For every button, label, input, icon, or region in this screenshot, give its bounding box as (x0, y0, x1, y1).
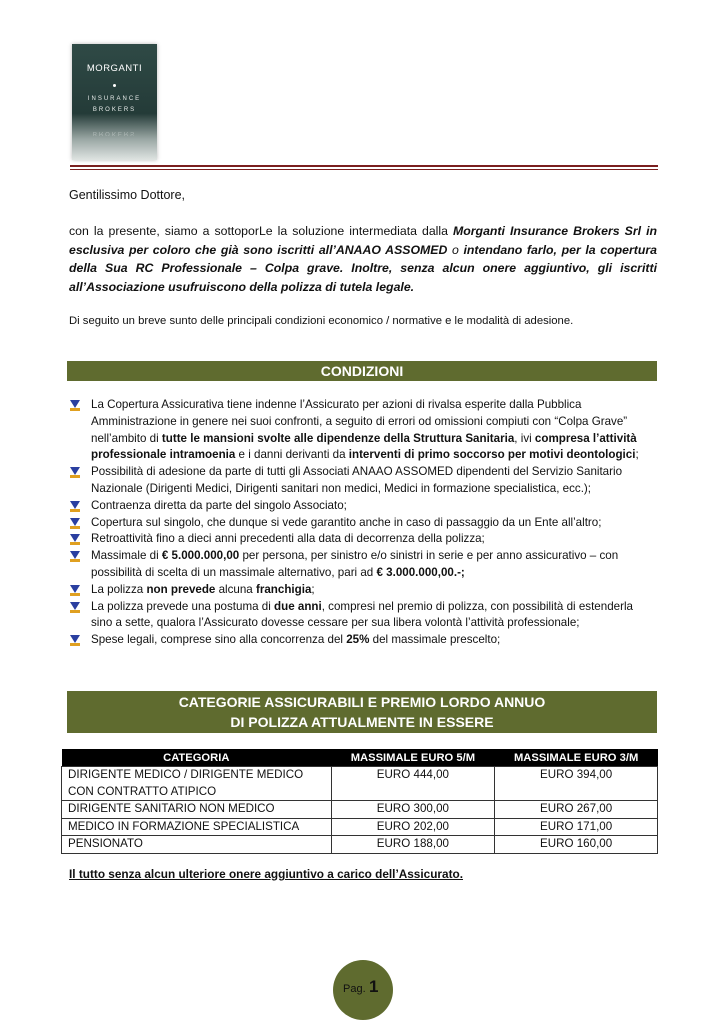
category-cell: DIRIGENTE SANITARIO NON MEDICO (62, 801, 332, 819)
logo-line2: BROKERS (92, 107, 137, 113)
condition-text: Possibilità di adesione da parte di tutti gli Associati ANAAO ASSOMED dipendenti del Servizio Sanitario Nazionale (Dirigenti Medici, Dirigenti sanitari non medici, Medici in formazione specialistica, ecc.); (91, 465, 623, 495)
download-arrow-bullet-icon (70, 635, 80, 646)
company-logo (72, 44, 157, 160)
condition-text: ; (635, 448, 639, 462)
table-row (62, 767, 658, 801)
table-row (62, 818, 658, 836)
condition-text: del massimale prescelto; (369, 633, 501, 647)
conditions-list (69, 397, 649, 649)
condition-item (69, 632, 649, 649)
page-number: 1 (369, 977, 379, 996)
condition-text: e i danni derivanti da (235, 448, 349, 462)
condition-bold-text: due anni (274, 599, 322, 613)
logo-name: MORGANTI (86, 63, 143, 74)
intro-paragraph (69, 222, 657, 296)
premium-cell: EURO 160,00 (495, 836, 658, 854)
condition-text: Massimale di (91, 549, 162, 563)
download-arrow-bullet-icon (70, 501, 80, 512)
condition-bold-text: compresa l’attività professionale intramoenia (91, 431, 637, 462)
logo-dot (113, 84, 116, 87)
condition-text: alcuna (215, 582, 256, 596)
download-arrow-bullet-icon (70, 551, 80, 562)
category-cell: PENSIONATO (62, 836, 332, 854)
header-rule-thin (70, 169, 658, 170)
condition-text: La Copertura Assicurativa tiene indenne l’Assicurato per azioni di rivalsa esperite dalla Pubblica Amministrazione in genere nei suoi confronti, a seguito di errori od omissioni compiuti con “Colpa Grave” nell’ambito di (91, 398, 628, 445)
greeting: Gentilissimo Dottore, (69, 188, 186, 202)
condition-item (69, 397, 649, 464)
categories-heading (67, 691, 657, 733)
condition-bold-text: € 3.000.000,00.-; (376, 565, 465, 579)
categories-heading-line2: DI POLIZZA ATTUALMENTE IN ESSERE (230, 714, 494, 730)
premium-cell: EURO 171,00 (495, 818, 658, 836)
intro-bold-company: Morganti Insurance Brokers Srl in esclusiva per coloro che già sono iscritti all’ANAAO ASSOMED (69, 224, 657, 257)
condition-text: per persona, per sinistro e/o sinistri in serie e per anno assicurativo – con possibilità di scelta di un massimale alternativo, pari ad (91, 549, 619, 579)
condition-item (69, 464, 649, 498)
premium-cell: EURO 394,00 (495, 767, 658, 801)
category-cell: MEDICO IN FORMAZIONE SPECIALISTICA (62, 818, 332, 836)
condition-text: , ivi (514, 431, 535, 445)
conditions-heading: CONDIZIONI (67, 361, 657, 381)
table-row (62, 801, 658, 819)
condition-item (69, 599, 649, 633)
premium-cell: EURO 300,00 (331, 801, 495, 819)
condition-text: Retroattività fino a dieci anni precedenti alla data di decorrenza della polizza; (91, 532, 485, 546)
column-header: MASSIMALE EURO 5/M (331, 749, 495, 767)
condition-bold-text: 25% (346, 633, 370, 647)
condition-item (69, 548, 649, 582)
download-arrow-bullet-icon (70, 602, 80, 613)
condition-item (69, 531, 649, 548)
condition-text: Spese legali, comprese sino alla concorrenza del (91, 633, 347, 647)
logo-line1: INSURANCE (87, 96, 142, 102)
condition-text: La polizza (91, 582, 147, 596)
download-arrow-bullet-icon (70, 518, 80, 529)
premium-cell: EURO 188,00 (331, 836, 495, 854)
condition-text: ; (311, 582, 315, 596)
summary-text: Di seguito un breve sunto delle principali condizioni economico / normative e le modalità di adesione. (69, 315, 574, 327)
table-row (62, 836, 658, 854)
premium-cell: EURO 202,00 (331, 818, 495, 836)
condition-text: La polizza prevede una postuma di (91, 599, 275, 613)
column-header: MASSIMALE EURO 3/M (495, 749, 658, 767)
download-arrow-bullet-icon (70, 400, 80, 411)
condition-item (69, 582, 649, 599)
premium-cell: EURO 444,00 (331, 767, 495, 801)
download-arrow-bullet-icon (70, 534, 80, 545)
page-label: Pag. (343, 983, 366, 995)
condition-bold-text: € 5.000.000,00 (161, 549, 240, 563)
logo-reflection: BROKERS (92, 130, 137, 136)
premium-cell: EURO 267,00 (495, 801, 658, 819)
footnote: Il tutto senza alcun ulteriore onere aggiuntivo a carico dell’Assicurato. (69, 867, 463, 881)
condition-text: Copertura sul singolo, che dunque si vede garantito anche in caso di passaggio da un Ente all’altro; (91, 515, 602, 529)
intro-bold-coverage: intendano farlo, per la copertura della Sua RC Professionale – Colpa grave. Inoltre, senza alcun onere aggiuntivo, gli iscritti all’Associazione usufruiscono della polizza di tutela legale. (69, 242, 657, 294)
condition-item (69, 515, 649, 532)
condition-bold-text: non prevede (146, 582, 216, 596)
category-cell: DIRIGENTE MEDICO / DIRIGENTE MEDICO CON CONTRATTO ATIPICO (62, 767, 332, 801)
condition-text: Contraenza diretta da parte del singolo Associato; (91, 498, 347, 512)
condition-bold-text: tutte le mansioni svolte alle dipendenze della Struttura Sanitaria (161, 431, 515, 445)
column-header: CATEGORIA (62, 749, 332, 767)
header-rule (70, 165, 658, 167)
categories-table (61, 749, 658, 854)
intro-text: con la presente, siamo a sottoporLe la soluzione intermediata dalla (69, 224, 454, 238)
categories-heading-line1: CATEGORIE ASSICURABILI E PREMIO LORDO ANNUO (178, 694, 546, 710)
table-header-row (62, 749, 658, 767)
intro-connector: o (447, 242, 464, 257)
condition-text: , compresi nel premio di polizza, con possibilità di estenderla sino a sette, qualora l’Assicurato dovesse cessare per sua libera volontà l’attività professionale; (91, 599, 633, 630)
download-arrow-bullet-icon (70, 467, 80, 478)
condition-bold-text: interventi di primo soccorso per motivi deontologici (348, 448, 636, 462)
condition-item (69, 498, 649, 515)
download-arrow-bullet-icon (70, 585, 80, 596)
condition-bold-text: franchigia (255, 582, 312, 596)
